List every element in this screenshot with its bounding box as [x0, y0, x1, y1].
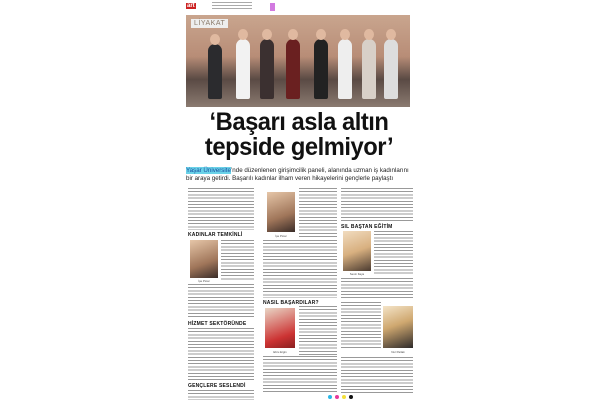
body-text — [263, 240, 337, 298]
body-text — [188, 328, 254, 380]
portrait-image — [265, 308, 295, 348]
body-text — [263, 356, 337, 392]
logo-prefix: art — [187, 3, 195, 9]
headline — [192, 110, 407, 160]
body-text — [221, 240, 254, 280]
photo-caption: Sevin Kaya — [349, 272, 365, 276]
body-text — [341, 357, 413, 393]
banner-text: LİYAKAT — [191, 19, 228, 28]
portrait-image — [383, 306, 413, 348]
photo-caption: Nur Parlak — [383, 350, 413, 354]
subheading: KADINLAR TEMKİNLİ — [188, 232, 243, 238]
print-registration-marks — [328, 395, 353, 399]
lead-text: ’nde düzenlenen girişimcilik paneli, alanında uzman iş kadınlarını bir araya getirdi. Başarılı kadınlar ilham veren hikayelerini gençlerle paylaştı — [186, 167, 409, 182]
body-text — [299, 306, 337, 356]
body-text — [341, 302, 381, 348]
body-text — [374, 231, 413, 275]
subheading: NASIL BAŞARDILAR? — [263, 300, 319, 306]
clipping-meta — [212, 2, 252, 10]
lead-paragraph — [186, 167, 414, 183]
photo-caption: İpe Pınar — [275, 234, 287, 238]
category-tag — [270, 3, 275, 11]
subheading: SIL BAŞTAN EĞİTİM — [341, 224, 393, 230]
subheading: GENÇLERE SESLENDİ — [188, 383, 246, 389]
body-text — [341, 278, 413, 300]
body-text — [188, 390, 254, 400]
body-text — [188, 284, 254, 318]
photo-caption: İpe Pınar — [198, 279, 210, 283]
portrait-image — [343, 231, 371, 271]
body-text — [188, 188, 254, 230]
headline-line: ‘Başarı asla altın — [209, 108, 389, 136]
portrait-image — [190, 240, 218, 278]
body-text — [341, 188, 413, 222]
university-link: Yaşar Üniversite — [186, 167, 231, 174]
body-text — [299, 188, 337, 238]
subheading: HİZMET SEKTÖRÜNDE — [188, 321, 247, 327]
portrait-image — [267, 192, 295, 232]
article-photo — [186, 15, 410, 107]
photo-caption: Ebru Ergin — [273, 350, 287, 354]
headline-line: tepside gelmiyor’ — [204, 133, 394, 161]
